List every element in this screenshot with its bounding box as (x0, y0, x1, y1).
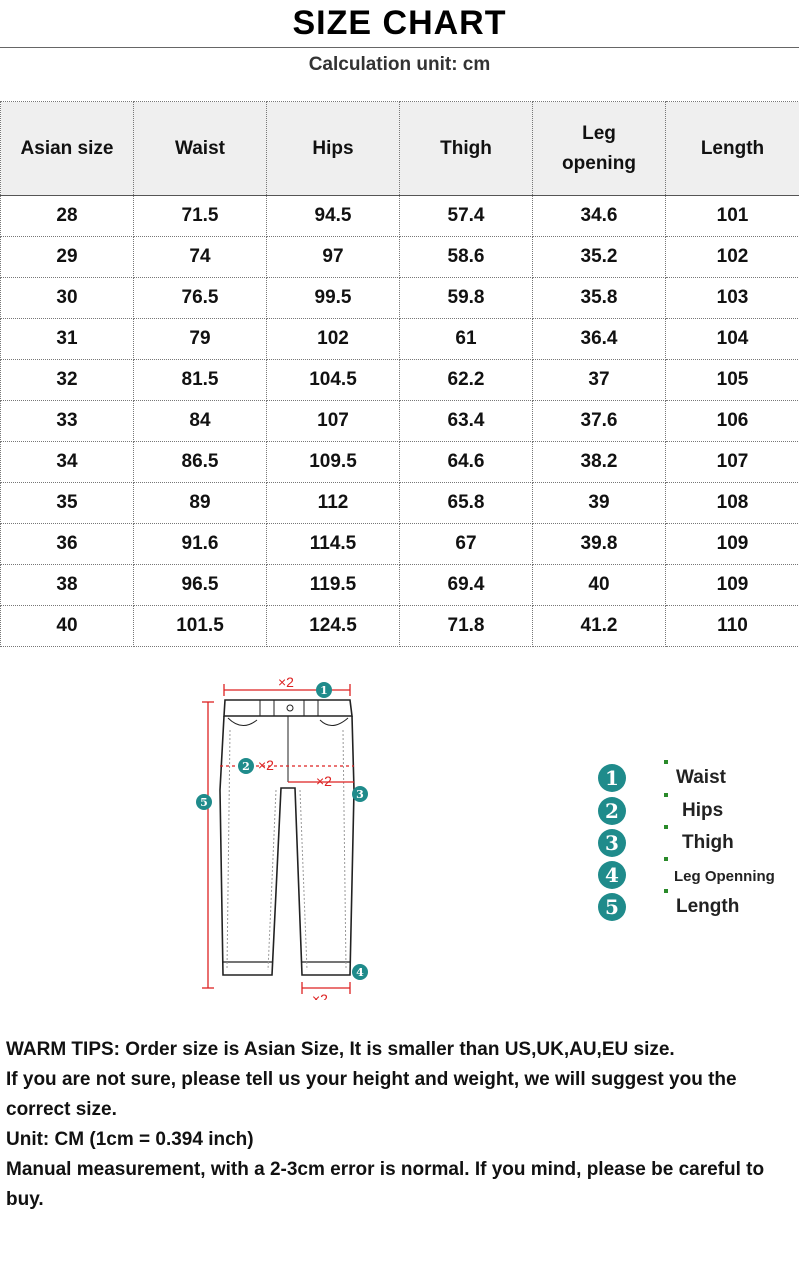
table-cell: 84 (134, 401, 267, 442)
table-row (1, 606, 799, 647)
table-cell: 102 (666, 237, 799, 278)
table-cell: 69.4 (400, 565, 533, 606)
legend-tick (664, 760, 668, 764)
table-cell: 57.4 (400, 196, 533, 237)
legend-tick (664, 857, 668, 861)
table-cell: 81.5 (134, 360, 267, 401)
table-cell: 64.6 (400, 442, 533, 483)
table-row (1, 360, 799, 401)
waist-multiplier: ×2 (278, 674, 294, 690)
badge-4: 4 (356, 966, 364, 979)
badge-1: 1 (320, 684, 328, 697)
legend-item-leg-opening (596, 861, 796, 891)
table-cell: 36 (1, 524, 134, 565)
title-divider (0, 47, 799, 48)
badge-5: 5 (200, 796, 208, 809)
table-cell: 41.2 (533, 606, 666, 647)
legend-item-waist (596, 764, 796, 794)
table-cell: 106 (666, 401, 799, 442)
column-header: Thigh (400, 102, 533, 196)
thigh-multiplier: ×2 (316, 773, 332, 789)
table-cell: 39 (533, 483, 666, 524)
table-cell: 99.5 (267, 278, 400, 319)
column-header: Asian size (1, 102, 134, 196)
legend-badge: 3 (598, 829, 626, 857)
table-cell: 59.8 (400, 278, 533, 319)
legend-item-thigh (596, 829, 796, 859)
table-cell: 94.5 (267, 196, 400, 237)
warm-tips (6, 1035, 796, 1215)
column-header: Hips (267, 102, 400, 196)
table-cell: 38.2 (533, 442, 666, 483)
legend-tick (664, 889, 668, 893)
table-cell: 32 (1, 360, 134, 401)
table-cell: 107 (267, 401, 400, 442)
tip-line: Manual measurement, with a 2-3cm error is normal. If you mind, please be careful to buy. (6, 1159, 765, 1210)
legend-badge: 2 (598, 797, 626, 825)
unit-subtitle: Calculation unit: cm (308, 54, 491, 75)
legend-label: Leg Openning (674, 868, 775, 885)
table-cell: 96.5 (134, 565, 267, 606)
table-cell: 76.5 (134, 278, 267, 319)
table-cell: 97 (267, 237, 400, 278)
table-cell: 31 (1, 319, 134, 360)
table-cell: 62.2 (400, 360, 533, 401)
legend-tick (664, 793, 668, 797)
table-row (1, 278, 799, 319)
table-cell: 30 (1, 278, 134, 319)
table-body (1, 196, 799, 647)
table-header (1, 102, 799, 196)
table-cell: 58.6 (400, 237, 533, 278)
legend-label: Hips (682, 800, 724, 821)
table-cell: 108 (666, 483, 799, 524)
table-cell: 112 (267, 483, 400, 524)
table-cell: 37 (533, 360, 666, 401)
table-cell: 38 (1, 565, 134, 606)
table-cell: 39.8 (533, 524, 666, 565)
legend-label: Length (676, 896, 740, 917)
table-cell: 109 (666, 524, 799, 565)
column-header: Length (666, 102, 799, 196)
table-cell: 67 (400, 524, 533, 565)
table-cell: 104.5 (267, 360, 400, 401)
table-cell: 105 (666, 360, 799, 401)
table-cell: 36.4 (533, 319, 666, 360)
table-cell: 63.4 (400, 401, 533, 442)
table-row (1, 565, 799, 606)
table-cell: 40 (1, 606, 134, 647)
table-row (1, 196, 799, 237)
pants-measurement-diagram (180, 670, 380, 1000)
table-cell: 33 (1, 401, 134, 442)
legend-label: Thigh (682, 832, 734, 853)
tip-line: Unit: CM (1cm = 0.394 inch) (6, 1129, 254, 1150)
table-cell: 89 (134, 483, 267, 524)
table-cell: 65.8 (400, 483, 533, 524)
table-cell: 40 (533, 565, 666, 606)
table-cell: 91.6 (134, 524, 267, 565)
column-header: Waist (134, 102, 267, 196)
legend-tick (664, 825, 668, 829)
table-cell: 86.5 (134, 442, 267, 483)
legend-badge: 1 (598, 764, 626, 792)
size-table (0, 101, 799, 647)
legend-item-length (596, 893, 796, 923)
badge-2: 2 (242, 760, 250, 773)
table-row (1, 401, 799, 442)
table-cell: 74 (134, 237, 267, 278)
legend-label: Waist (676, 767, 726, 788)
table-cell: 61 (400, 319, 533, 360)
table-row (1, 483, 799, 524)
table-row (1, 319, 799, 360)
table-row (1, 524, 799, 565)
table-cell: 34 (1, 442, 134, 483)
table-cell: 107 (666, 442, 799, 483)
legend-badge: 5 (598, 893, 626, 921)
table-row (1, 237, 799, 278)
legend-badge: 4 (598, 861, 626, 889)
hips-multiplier: ×2 (258, 757, 274, 773)
table-cell: 114.5 (267, 524, 400, 565)
leg-multiplier: ×2 (312, 991, 328, 1000)
tip-line: WARM TIPS: Order size is Asian Size, It is smaller than US,UK,AU,EU size. (6, 1039, 675, 1060)
column-header: Leg opening (533, 102, 666, 196)
page-title: SIZE CHART (292, 4, 507, 42)
table-cell: 35.2 (533, 237, 666, 278)
table-cell: 79 (134, 319, 267, 360)
table-cell: 29 (1, 237, 134, 278)
table-cell: 101.5 (134, 606, 267, 647)
tip-line: If you are not sure, please tell us your height and weight, we will suggest you the correct size. (6, 1069, 737, 1120)
table-cell: 71.8 (400, 606, 533, 647)
table-cell: 103 (666, 278, 799, 319)
table-cell: 110 (666, 606, 799, 647)
legend-item-hips (596, 797, 796, 827)
table-cell: 71.5 (134, 196, 267, 237)
table-cell: 104 (666, 319, 799, 360)
table-cell: 34.6 (533, 196, 666, 237)
table-cell: 37.6 (533, 401, 666, 442)
table-cell: 28 (1, 196, 134, 237)
measurement-legend (596, 760, 796, 935)
table-cell: 101 (666, 196, 799, 237)
table-cell: 109 (666, 565, 799, 606)
table-row (1, 442, 799, 483)
table-cell: 102 (267, 319, 400, 360)
table-cell: 35.8 (533, 278, 666, 319)
table-cell: 124.5 (267, 606, 400, 647)
table-cell: 109.5 (267, 442, 400, 483)
badge-3: 3 (356, 788, 364, 801)
table-cell: 35 (1, 483, 134, 524)
table-cell: 119.5 (267, 565, 400, 606)
